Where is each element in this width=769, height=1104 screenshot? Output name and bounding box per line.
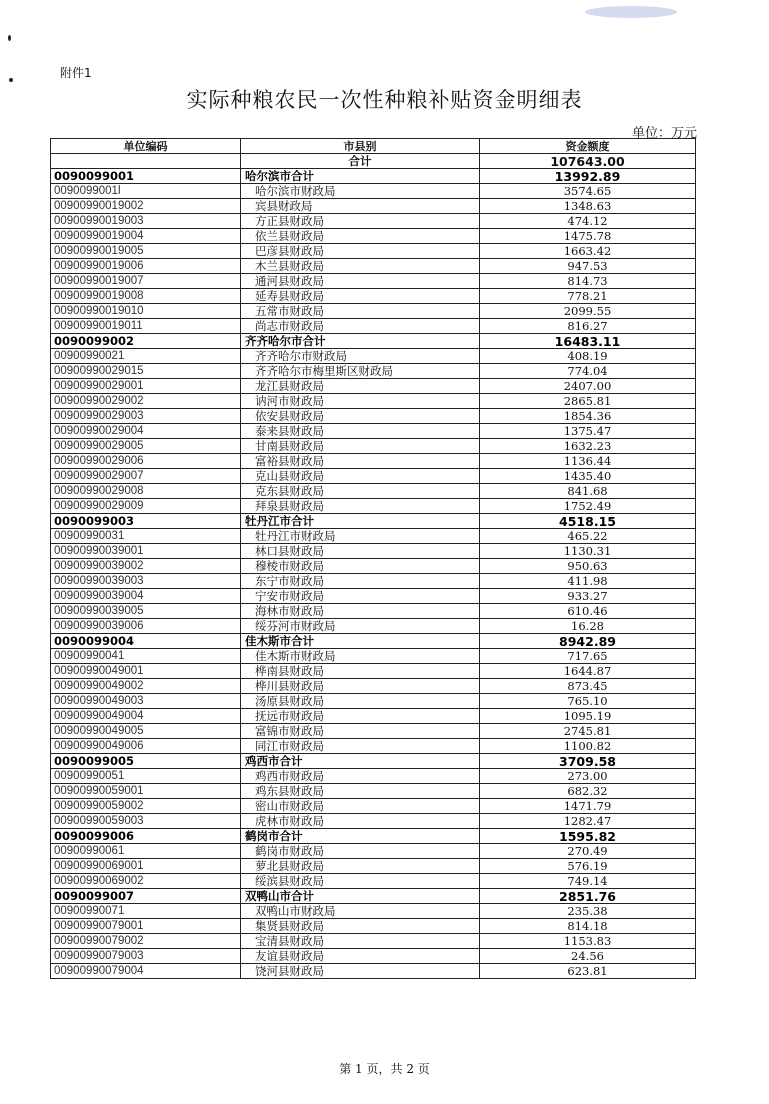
table-row bbox=[51, 304, 696, 319]
row-name: 抚远市财政局 bbox=[241, 709, 480, 724]
row-amount: 16.28 bbox=[480, 619, 696, 634]
row-code: 00900990049003 bbox=[51, 694, 241, 709]
row-name: 牡丹江市财政局 bbox=[241, 529, 480, 544]
row-amount: 841.68 bbox=[480, 484, 696, 499]
row-name: 集贤县财政局 bbox=[241, 919, 480, 934]
table-row bbox=[51, 604, 696, 619]
table-row bbox=[51, 574, 696, 589]
table-row bbox=[51, 619, 696, 634]
row-amount: 1752.49 bbox=[480, 499, 696, 514]
row-code: 00900990039004 bbox=[51, 589, 241, 604]
table-row bbox=[51, 199, 696, 214]
row-name: 同江市财政局 bbox=[241, 739, 480, 754]
row-code: 0090099001 bbox=[51, 169, 241, 184]
row-code: 00900990029004 bbox=[51, 424, 241, 439]
row-name: 宁安市财政局 bbox=[241, 589, 480, 604]
table-row bbox=[51, 364, 696, 379]
total-label: 合计 bbox=[241, 154, 480, 169]
row-code: 0090099006 bbox=[51, 829, 241, 844]
table-row bbox=[51, 244, 696, 259]
row-code: 00900990049001 bbox=[51, 664, 241, 679]
row-name: 富锦市财政局 bbox=[241, 724, 480, 739]
row-code: 00900990019002 bbox=[51, 199, 241, 214]
table-row bbox=[51, 694, 696, 709]
table-row bbox=[51, 949, 696, 964]
row-amount: 273.00 bbox=[480, 769, 696, 784]
table-row bbox=[51, 259, 696, 274]
row-code: 00900990079003 bbox=[51, 949, 241, 964]
row-code: 00900990041 bbox=[51, 649, 241, 664]
table-row bbox=[51, 904, 696, 919]
row-name: 拜泉县财政局 bbox=[241, 499, 480, 514]
row-amount: 1663.42 bbox=[480, 244, 696, 259]
row-amount: 2099.55 bbox=[480, 304, 696, 319]
row-amount: 16483.11 bbox=[480, 334, 696, 349]
subtotal-row bbox=[51, 634, 696, 649]
row-code: 0090099001l bbox=[51, 184, 241, 199]
grand-total-row bbox=[51, 154, 696, 169]
row-name: 哈尔滨市财政局 bbox=[241, 184, 480, 199]
row-name: 双鸭山市财政局 bbox=[241, 904, 480, 919]
row-amount: 1375.47 bbox=[480, 424, 696, 439]
row-name: 富裕县财政局 bbox=[241, 454, 480, 469]
table-row bbox=[51, 709, 696, 724]
row-name: 龙江县财政局 bbox=[241, 379, 480, 394]
row-amount: 411.98 bbox=[480, 574, 696, 589]
table-row bbox=[51, 289, 696, 304]
row-code: 00900990059003 bbox=[51, 814, 241, 829]
row-name: 齐齐哈尔市财政局 bbox=[241, 349, 480, 364]
row-code: 00900990039001 bbox=[51, 544, 241, 559]
row-code: 00900990069002 bbox=[51, 874, 241, 889]
row-code: 00900990079004 bbox=[51, 964, 241, 979]
row-amount: 778.21 bbox=[480, 289, 696, 304]
row-name: 克山县财政局 bbox=[241, 469, 480, 484]
row-amount: 2407.00 bbox=[480, 379, 696, 394]
row-name: 佳木斯市合计 bbox=[241, 634, 480, 649]
row-name: 鸡西市财政局 bbox=[241, 769, 480, 784]
scan-smudge bbox=[585, 6, 677, 18]
row-amount: 13992.89 bbox=[480, 169, 696, 184]
row-amount: 2865.81 bbox=[480, 394, 696, 409]
row-code: 00900990061 bbox=[51, 844, 241, 859]
row-code: 00900990069001 bbox=[51, 859, 241, 874]
table-row bbox=[51, 229, 696, 244]
row-amount: 1153.83 bbox=[480, 934, 696, 949]
row-amount: 1348.63 bbox=[480, 199, 696, 214]
row-amount: 623.81 bbox=[480, 964, 696, 979]
total-code bbox=[51, 154, 241, 169]
scan-mark bbox=[9, 78, 13, 82]
table-row bbox=[51, 469, 696, 484]
row-amount: 814.73 bbox=[480, 274, 696, 289]
row-code: 00900990079001 bbox=[51, 919, 241, 934]
table-row bbox=[51, 349, 696, 364]
row-amount: 465.22 bbox=[480, 529, 696, 544]
row-code: 00900990039002 bbox=[51, 559, 241, 574]
row-amount: 1136.44 bbox=[480, 454, 696, 469]
row-code: 00900990019005 bbox=[51, 244, 241, 259]
subtotal-row bbox=[51, 829, 696, 844]
header-row bbox=[51, 139, 696, 154]
subsidy-table bbox=[50, 138, 696, 979]
table-row bbox=[51, 544, 696, 559]
table-row bbox=[51, 739, 696, 754]
row-amount: 270.49 bbox=[480, 844, 696, 859]
row-code: 00900990019011 bbox=[51, 319, 241, 334]
row-amount: 717.65 bbox=[480, 649, 696, 664]
row-name: 鹤岗市财政局 bbox=[241, 844, 480, 859]
row-name: 鹤岗市合计 bbox=[241, 829, 480, 844]
row-amount: 408.19 bbox=[480, 349, 696, 364]
row-code: 00900990019007 bbox=[51, 274, 241, 289]
page-title: 实际种粮农民一次性种粮补贴资金明细表 bbox=[186, 88, 583, 112]
row-code: 00900990059001 bbox=[51, 784, 241, 799]
header-code: 单位编码 bbox=[51, 139, 241, 154]
row-amount: 749.14 bbox=[480, 874, 696, 889]
row-amount: 682.32 bbox=[480, 784, 696, 799]
row-code: 00900990071 bbox=[51, 904, 241, 919]
row-code: 0090099003 bbox=[51, 514, 241, 529]
row-name: 林口县财政局 bbox=[241, 544, 480, 559]
table-row bbox=[51, 799, 696, 814]
table-row bbox=[51, 934, 696, 949]
row-name: 海林市财政局 bbox=[241, 604, 480, 619]
row-amount: 235.38 bbox=[480, 904, 696, 919]
row-code: 00900990039006 bbox=[51, 619, 241, 634]
row-amount: 8942.89 bbox=[480, 634, 696, 649]
row-name: 方正县财政局 bbox=[241, 214, 480, 229]
row-code: 00900990019006 bbox=[51, 259, 241, 274]
row-code: 00900990029006 bbox=[51, 454, 241, 469]
row-amount: 2851.76 bbox=[480, 889, 696, 904]
row-name: 泰来县财政局 bbox=[241, 424, 480, 439]
row-amount: 576.19 bbox=[480, 859, 696, 874]
row-amount: 24.56 bbox=[480, 949, 696, 964]
row-amount: 1095.19 bbox=[480, 709, 696, 724]
row-code: 0090099002 bbox=[51, 334, 241, 349]
row-amount: 950.63 bbox=[480, 559, 696, 574]
row-code: 00900990079002 bbox=[51, 934, 241, 949]
subtotal-row bbox=[51, 889, 696, 904]
row-code: 00900990059002 bbox=[51, 799, 241, 814]
row-amount: 1100.82 bbox=[480, 739, 696, 754]
row-amount: 3574.65 bbox=[480, 184, 696, 199]
row-code: 00900990029005 bbox=[51, 439, 241, 454]
row-code: 00900990039003 bbox=[51, 574, 241, 589]
table-row bbox=[51, 484, 696, 499]
table-row bbox=[51, 409, 696, 424]
table-row bbox=[51, 274, 696, 289]
row-name: 宝清县财政局 bbox=[241, 934, 480, 949]
subtotal-row bbox=[51, 514, 696, 529]
table-row bbox=[51, 394, 696, 409]
row-name: 尚志市财政局 bbox=[241, 319, 480, 334]
row-name: 牡丹江市合计 bbox=[241, 514, 480, 529]
row-name: 友谊县财政局 bbox=[241, 949, 480, 964]
row-name: 通河县财政局 bbox=[241, 274, 480, 289]
table-row bbox=[51, 964, 696, 979]
row-name: 饶河县财政局 bbox=[241, 964, 480, 979]
attachment-label: 附件1 bbox=[60, 66, 92, 80]
row-amount: 4518.15 bbox=[480, 514, 696, 529]
table-row bbox=[51, 529, 696, 544]
row-name: 克东县财政局 bbox=[241, 484, 480, 499]
table-row bbox=[51, 184, 696, 199]
table-row bbox=[51, 874, 696, 889]
row-amount: 1475.78 bbox=[480, 229, 696, 244]
row-name: 绥芬河市财政局 bbox=[241, 619, 480, 634]
row-name: 巴彦县财政局 bbox=[241, 244, 480, 259]
table-row bbox=[51, 499, 696, 514]
row-amount: 474.12 bbox=[480, 214, 696, 229]
row-code: 00900990029009 bbox=[51, 499, 241, 514]
row-code: 00900990049006 bbox=[51, 739, 241, 754]
table-row bbox=[51, 859, 696, 874]
row-amount: 814.18 bbox=[480, 919, 696, 934]
row-amount: 947.53 bbox=[480, 259, 696, 274]
row-name: 齐齐哈尔市合计 bbox=[241, 334, 480, 349]
row-code: 00900990029008 bbox=[51, 484, 241, 499]
row-amount: 1854.36 bbox=[480, 409, 696, 424]
row-amount: 765.10 bbox=[480, 694, 696, 709]
row-amount: 774.04 bbox=[480, 364, 696, 379]
table-row bbox=[51, 424, 696, 439]
row-name: 五常市财政局 bbox=[241, 304, 480, 319]
row-amount: 1632.23 bbox=[480, 439, 696, 454]
table-row bbox=[51, 649, 696, 664]
row-name: 东宁市财政局 bbox=[241, 574, 480, 589]
scan-mark bbox=[8, 35, 11, 41]
table-row bbox=[51, 919, 696, 934]
row-amount: 816.27 bbox=[480, 319, 696, 334]
row-name: 密山市财政局 bbox=[241, 799, 480, 814]
table-row bbox=[51, 679, 696, 694]
header-name: 市县别 bbox=[241, 139, 480, 154]
table-row bbox=[51, 319, 696, 334]
row-code: 00900990049002 bbox=[51, 679, 241, 694]
row-amount: 873.45 bbox=[480, 679, 696, 694]
row-name: 依安县财政局 bbox=[241, 409, 480, 424]
row-name: 佳木斯市财政局 bbox=[241, 649, 480, 664]
row-amount: 2745.81 bbox=[480, 724, 696, 739]
row-name: 绥滨县财政局 bbox=[241, 874, 480, 889]
row-code: 00900990051 bbox=[51, 769, 241, 784]
table-row bbox=[51, 769, 696, 784]
table-row bbox=[51, 844, 696, 859]
row-amount: 1644.87 bbox=[480, 664, 696, 679]
table-row bbox=[51, 379, 696, 394]
row-amount: 1282.47 bbox=[480, 814, 696, 829]
row-name: 依兰县财政局 bbox=[241, 229, 480, 244]
row-code: 00900990029003 bbox=[51, 409, 241, 424]
row-code: 00900990019008 bbox=[51, 289, 241, 304]
row-name: 桦南县财政局 bbox=[241, 664, 480, 679]
subtotal-row bbox=[51, 334, 696, 349]
row-name: 萝北县财政局 bbox=[241, 859, 480, 874]
subtotal-row bbox=[51, 169, 696, 184]
row-code: 00900990031 bbox=[51, 529, 241, 544]
row-name: 齐齐哈尔市梅里斯区财政局 bbox=[241, 364, 480, 379]
table-row bbox=[51, 214, 696, 229]
row-name: 双鸭山市合计 bbox=[241, 889, 480, 904]
row-code: 00900990029015 bbox=[51, 364, 241, 379]
row-name: 鸡东县财政局 bbox=[241, 784, 480, 799]
unit-label: 单位：万元 bbox=[631, 126, 697, 141]
row-name: 鸡西市合计 bbox=[241, 754, 480, 769]
table-row bbox=[51, 814, 696, 829]
row-name: 宾县财政局 bbox=[241, 199, 480, 214]
row-amount: 933.27 bbox=[480, 589, 696, 604]
row-amount: 1435.40 bbox=[480, 469, 696, 484]
row-amount: 1130.31 bbox=[480, 544, 696, 559]
total-amount: 107643.00 bbox=[480, 154, 696, 169]
row-code: 00900990039005 bbox=[51, 604, 241, 619]
table-row bbox=[51, 454, 696, 469]
row-name: 桦川县财政局 bbox=[241, 679, 480, 694]
row-name: 哈尔滨市合计 bbox=[241, 169, 480, 184]
row-code: 0090099004 bbox=[51, 634, 241, 649]
row-code: 00900990029001 bbox=[51, 379, 241, 394]
row-code: 00900990021 bbox=[51, 349, 241, 364]
table-row bbox=[51, 724, 696, 739]
row-code: 00900990019004 bbox=[51, 229, 241, 244]
table-row bbox=[51, 664, 696, 679]
row-name: 汤原县财政局 bbox=[241, 694, 480, 709]
row-code: 00900990019010 bbox=[51, 304, 241, 319]
row-name: 穆棱市财政局 bbox=[241, 559, 480, 574]
row-name: 虎林市财政局 bbox=[241, 814, 480, 829]
header-amount: 资金额度 bbox=[480, 139, 696, 154]
row-code: 00900990019003 bbox=[51, 214, 241, 229]
row-name: 讷河市财政局 bbox=[241, 394, 480, 409]
table-row bbox=[51, 559, 696, 574]
row-amount: 3709.58 bbox=[480, 754, 696, 769]
row-name: 甘南县财政局 bbox=[241, 439, 480, 454]
row-amount: 610.46 bbox=[480, 604, 696, 619]
row-code: 0090099007 bbox=[51, 889, 241, 904]
row-code: 00900990029002 bbox=[51, 394, 241, 409]
row-amount: 1595.82 bbox=[480, 829, 696, 844]
table-row bbox=[51, 589, 696, 604]
row-name: 延寿县财政局 bbox=[241, 289, 480, 304]
table-row bbox=[51, 784, 696, 799]
page-footer: 第 1 页，共 2 页 bbox=[339, 1062, 430, 1076]
row-code: 00900990049005 bbox=[51, 724, 241, 739]
table-row bbox=[51, 439, 696, 454]
row-code: 00900990049004 bbox=[51, 709, 241, 724]
row-code: 0090099005 bbox=[51, 754, 241, 769]
subtotal-row bbox=[51, 754, 696, 769]
row-code: 00900990029007 bbox=[51, 469, 241, 484]
row-amount: 1471.79 bbox=[480, 799, 696, 814]
row-name: 木兰县财政局 bbox=[241, 259, 480, 274]
